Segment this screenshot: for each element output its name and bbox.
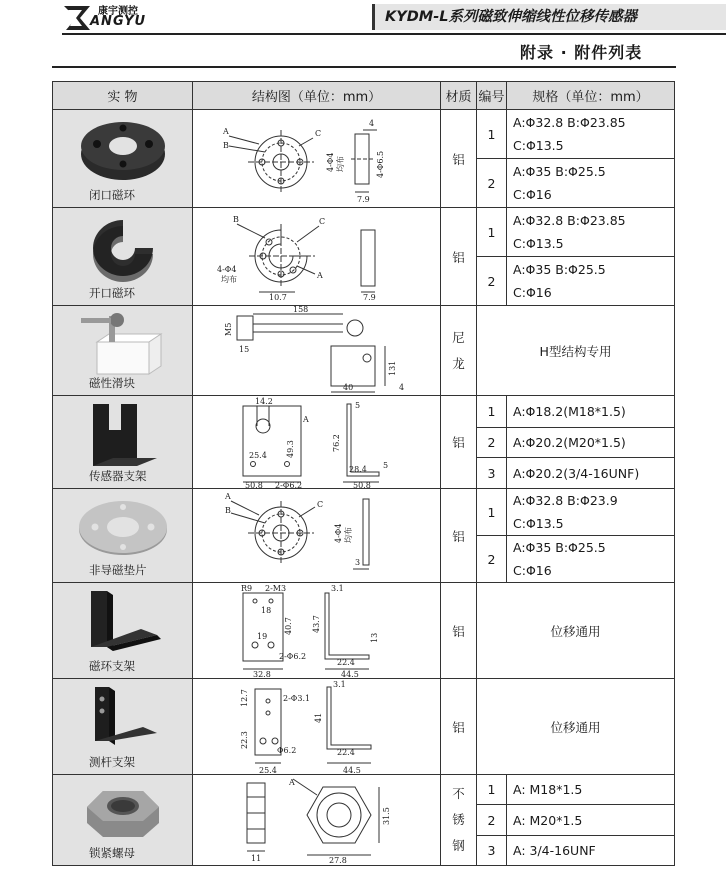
material-cell: [441, 775, 477, 866]
photo-caption: 传感器支架: [89, 469, 147, 483]
spec-index: 1: [477, 489, 507, 536]
spec-index: 2: [477, 536, 507, 583]
material-char: 不: [452, 786, 465, 801]
accessory-table: [52, 81, 675, 866]
rod-bracket-drawing: [193, 679, 439, 773]
dim-label: 2-Φ6.2: [275, 481, 303, 488]
washer-drawing: [193, 489, 439, 577]
dim-label: 40: [343, 383, 354, 392]
spec-line: C:Φ16: [513, 187, 552, 202]
dim-label: 11: [251, 854, 262, 863]
dim-label: 10.7: [269, 293, 287, 302]
open-ring-drawing: [193, 208, 439, 304]
dim-label: 均布: [336, 156, 345, 172]
dim-label: 15: [239, 345, 250, 354]
dim-label: 40.7: [284, 617, 293, 635]
dim-label: 12.7: [240, 689, 249, 707]
dim-label: 4-Φ4: [334, 523, 343, 543]
spec-line: C:Φ16: [513, 563, 552, 578]
spec-index: 3: [477, 836, 507, 866]
spec-cell: [507, 257, 675, 306]
spec-line: A:Φ32.8 B:Φ23.85: [513, 213, 626, 228]
table-header-row: [53, 82, 675, 110]
slider-drawing: [193, 306, 439, 394]
material-cell: 铝: [441, 583, 477, 679]
drawing-magnetic-slider: [193, 306, 441, 396]
dim-label: 3.1: [333, 680, 346, 689]
photo-caption: 闭口磁环: [89, 188, 135, 202]
spec-line: A: 3/4-16UNF: [507, 836, 675, 866]
table-row: [53, 110, 675, 159]
dim-label: 5: [355, 401, 361, 410]
dim-label: 4: [399, 383, 405, 392]
spec-index: 2: [477, 159, 507, 208]
table-row: [53, 489, 675, 536]
material-cell: 铝: [441, 208, 477, 306]
rod-bracket-icon: [73, 685, 173, 761]
dim-label: 25.4: [249, 451, 267, 460]
spec-line: A:Φ32.8 B:Φ23.85: [513, 115, 626, 130]
dim-label: 44.5: [343, 766, 361, 773]
dim-label: C: [319, 217, 326, 226]
dim-label: C: [317, 500, 324, 509]
dim-label: 32.8: [253, 670, 271, 677]
spec-line: A:Φ35 B:Φ25.5: [513, 164, 606, 179]
dim-label: 44.5: [341, 670, 359, 677]
slider-icon: [73, 312, 173, 378]
spec-index: 2: [477, 257, 507, 306]
dim-label: 13: [370, 632, 379, 643]
photo-magnetic-slider: [53, 306, 193, 396]
dim-label: 4-Φ4: [217, 265, 237, 274]
photo-caption: 锁紧螺母: [89, 846, 135, 860]
dim-label: 76.2: [332, 434, 341, 452]
closed-ring-drawing: [193, 110, 439, 206]
material-char: 钢: [452, 838, 465, 853]
logo-sub: ANGYU: [90, 14, 147, 29]
spec-line: C:Φ16: [513, 285, 552, 300]
col-header-index: 编号: [477, 82, 507, 110]
dim-label: A: [317, 271, 323, 280]
material-cell: [441, 306, 477, 396]
spec-index: 1: [477, 208, 507, 257]
dim-label: 131: [388, 360, 397, 376]
spec-cell: [507, 159, 675, 208]
photo-sensor-bracket: [53, 396, 193, 489]
spec-line: A:Φ20.2(3/4-16UNF): [507, 458, 675, 489]
dim-label: 22.3: [240, 731, 249, 749]
col-header-material: 材质: [441, 82, 477, 110]
spec-line: A:Φ20.2(M20*1.5): [507, 428, 675, 458]
dim-label: 4: [369, 119, 375, 128]
washer-icon: [73, 495, 173, 561]
material-char: 龙: [452, 355, 465, 371]
drawing-washer: [193, 489, 441, 583]
dim-label: R9: [241, 584, 253, 593]
spec-line: C:Φ13.5: [513, 236, 564, 251]
drawing-sensor-bracket: [193, 396, 441, 489]
spec-note: 位移通用: [477, 583, 675, 679]
spec-line: A: M20*1.5: [507, 805, 675, 836]
spec-index: 2: [477, 805, 507, 836]
material-cell: 铝: [441, 396, 477, 489]
material-cell: 铝: [441, 679, 477, 775]
page-title: 附录 · 附件列表: [520, 43, 643, 62]
dim-label: A: [303, 415, 309, 424]
dim-label: 均布: [221, 275, 237, 284]
spec-cell: [507, 110, 675, 159]
dim-label: 14.2: [255, 397, 273, 406]
col-header-item: 实 物: [53, 82, 193, 110]
logo-text: 康宇测控: [98, 6, 138, 17]
sensor-bracket-drawing: [193, 396, 439, 488]
lock-nut-drawing: [193, 775, 439, 865]
dim-label: A: [225, 492, 231, 501]
table-row: [53, 583, 675, 679]
spec-note: 位移通用: [477, 679, 675, 775]
closed-ring-icon: [73, 116, 173, 186]
drawing-rod-bracket: [193, 679, 441, 775]
spec-index: 1: [477, 775, 507, 805]
spec-index: 1: [477, 110, 507, 159]
spec-note: H型结构专用: [477, 306, 675, 396]
open-ring-icon: [73, 214, 173, 286]
photo-ring-bracket: [53, 583, 193, 679]
dim-label: Φ6.2: [277, 746, 297, 755]
spec-line: A:Φ18.2(M18*1.5): [507, 396, 675, 428]
dim-label: 49.3: [286, 440, 295, 458]
spec-line: A:Φ35 B:Φ25.5: [513, 262, 606, 277]
sensor-bracket-icon: [73, 402, 173, 474]
dim-label: 28.4: [349, 465, 367, 474]
spec-index: 1: [477, 396, 507, 428]
table-row: [53, 208, 675, 257]
dim-label: 25.4: [259, 766, 277, 773]
dim-label: 18: [261, 606, 272, 615]
table-row: [53, 396, 675, 428]
header-rule: [62, 33, 726, 35]
dim-label: A: [289, 778, 295, 787]
series-title: KYDM-L系列磁致伸缩线性位移传感器: [372, 4, 726, 30]
drawing-ring-bracket: [193, 583, 441, 679]
dim-label: 22.4: [337, 658, 355, 667]
photo-closed-ring: [53, 110, 193, 208]
spec-cell: [507, 208, 675, 257]
spec-line: C:Φ13.5: [513, 138, 564, 153]
photo-rod-bracket: [53, 679, 193, 775]
table-row: [53, 679, 675, 775]
drawing-closed-ring: [193, 110, 441, 208]
dim-label: 2-Φ6.2: [279, 652, 307, 661]
col-header-spec: 规格（单位：mm）: [507, 82, 675, 110]
spec-line: C:Φ13.5: [513, 516, 564, 531]
spec-line: A: M18*1.5: [507, 775, 675, 805]
material-cell: 铝: [441, 110, 477, 208]
col-header-drawing: 结构图（单位：mm）: [193, 82, 441, 110]
dim-label: 50.8: [353, 481, 371, 488]
dim-label: 22.4: [337, 748, 355, 757]
dim-label: 7.9: [357, 195, 370, 204]
spec-line: A:Φ35 B:Φ25.5: [513, 540, 606, 555]
drawing-open-ring: [193, 208, 441, 306]
dim-label: 4-Φ6.5: [376, 150, 385, 178]
dim-label: A: [223, 127, 229, 136]
dim-label: C: [315, 129, 322, 138]
dim-label: 43.7: [312, 615, 321, 633]
dim-label: B: [223, 141, 229, 150]
material-char: 尼: [452, 329, 465, 345]
photo-caption: 磁性滑块: [89, 376, 135, 390]
spec-index: 2: [477, 428, 507, 458]
dim-label: B: [233, 215, 239, 224]
dim-label: 41: [314, 712, 323, 723]
dim-label: 2-Φ3.1: [283, 694, 311, 703]
title-rule: [52, 66, 676, 68]
dim-label: M5: [224, 322, 233, 336]
dim-label: 4-Φ4: [326, 152, 335, 172]
table-row: [53, 306, 675, 396]
spec-cell: [507, 536, 675, 583]
dim-label: 均布: [344, 527, 353, 543]
dim-label: 158: [293, 306, 309, 314]
spec-index: 3: [477, 458, 507, 489]
dim-label: B: [225, 506, 231, 515]
page-header: [0, 0, 726, 34]
photo-caption: 非导磁垫片: [89, 563, 147, 577]
material-char: 锈: [452, 812, 465, 827]
dim-label: 27.8: [329, 856, 347, 865]
spec-cell: [507, 489, 675, 536]
dim-label: 7.9: [363, 293, 376, 302]
photo-caption: 开口磁环: [89, 286, 135, 300]
photo-lock-nut: [53, 775, 193, 866]
dim-label: 5: [383, 461, 389, 470]
dim-label: 3: [355, 558, 361, 567]
photo-caption: 磁环支架: [89, 659, 135, 673]
spec-line: A:Φ32.8 B:Φ23.9: [513, 493, 618, 508]
dim-label: 2-M3: [265, 584, 287, 593]
lock-nut-icon: [73, 781, 173, 845]
photo-washer: [53, 489, 193, 583]
table-row: [53, 775, 675, 805]
material-cell: 铝: [441, 489, 477, 583]
ring-bracket-icon: [73, 589, 173, 665]
dim-label: 3.1: [331, 584, 344, 593]
drawing-lock-nut: [193, 775, 441, 866]
dim-label: 19: [257, 632, 268, 641]
ring-bracket-drawing: [193, 583, 439, 677]
photo-open-ring: [53, 208, 193, 306]
dim-label: 50.8: [245, 481, 263, 488]
dim-label: 31.5: [382, 807, 391, 825]
photo-caption: 测杆支架: [89, 755, 135, 769]
